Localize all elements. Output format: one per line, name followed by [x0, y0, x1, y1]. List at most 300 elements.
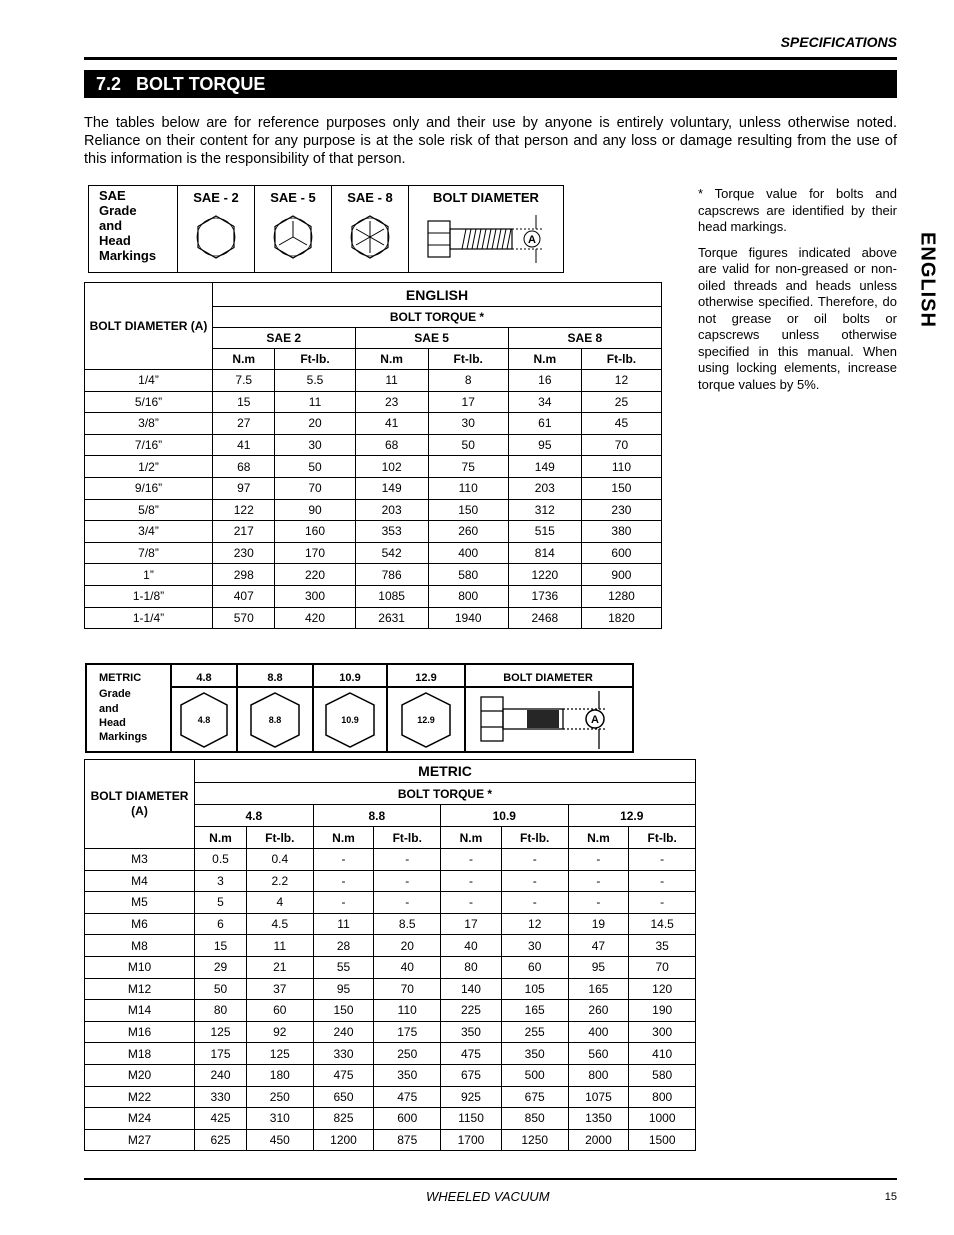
header-rule — [84, 57, 897, 60]
table-row — [85, 1043, 696, 1065]
torque-value-cell: 60 — [501, 956, 568, 978]
torque-value-cell: 260 — [428, 521, 508, 543]
torque-value-cell: 330 — [313, 1043, 374, 1065]
torque-value-cell: 50 — [195, 978, 247, 1000]
torque-value-cell: 190 — [629, 1000, 696, 1022]
metric-unit-header: N.m — [441, 827, 502, 849]
english-title: ENGLISH — [213, 283, 662, 307]
torque-value-cell: 55 — [313, 956, 374, 978]
torque-value-cell: 580 — [428, 564, 508, 586]
torque-value-cell: 16 — [508, 370, 581, 392]
note-torque-marking: * Torque value for bolts and capscrews are identified by their head markings. — [698, 186, 897, 234]
english-unit-header: Ft-lb. — [581, 349, 661, 370]
bolt-size-cell: M12 — [85, 978, 195, 1000]
torque-value-cell: 122 — [213, 499, 275, 521]
torque-value-cell: 0.5 — [195, 849, 247, 871]
bolt-size-cell: 1/2” — [85, 456, 213, 478]
torque-value-cell: 47 — [568, 935, 629, 957]
torque-value-cell: 1250 — [501, 1129, 568, 1151]
torque-value-cell: 240 — [195, 1064, 247, 1086]
table-row — [85, 434, 662, 456]
torque-value-cell: 217 — [213, 521, 275, 543]
torque-value-cell: 50 — [275, 456, 355, 478]
english-unit-header: Ft-lb. — [428, 349, 508, 370]
torque-value-cell: 95 — [508, 434, 581, 456]
torque-value-cell: 14.5 — [629, 913, 696, 935]
torque-value-cell: 95 — [313, 978, 374, 1000]
torque-value-cell: 570 — [213, 607, 275, 629]
torque-value-cell: 110 — [374, 1000, 441, 1022]
torque-value-cell: 17 — [428, 391, 508, 413]
table-row — [85, 391, 662, 413]
metric-grade-8-8: 8.8 — [267, 672, 283, 684]
diameter-a-label: A — [528, 234, 536, 246]
english-grade-header: SAE 8 — [508, 328, 661, 349]
metric-unit-header: Ft-lb. — [501, 827, 568, 849]
metric-unit-header: N.m — [195, 827, 247, 849]
torque-value-cell: 230 — [213, 542, 275, 564]
torque-value-cell: 1280 — [581, 585, 661, 607]
torque-value-cell: 180 — [246, 1064, 313, 1086]
bolt-size-cell: M16 — [85, 1021, 195, 1043]
table-row — [85, 477, 662, 499]
torque-value-cell: 675 — [501, 1086, 568, 1108]
torque-value-cell: - — [441, 849, 502, 871]
torque-value-cell: 150 — [581, 477, 661, 499]
bolt-size-cell: M8 — [85, 935, 195, 957]
torque-value-cell: 203 — [508, 477, 581, 499]
bolt-size-cell: 1/4” — [85, 370, 213, 392]
torque-value-cell: 175 — [374, 1021, 441, 1043]
torque-value-cell: 600 — [581, 542, 661, 564]
table-row — [85, 1129, 696, 1151]
table-row — [85, 935, 696, 957]
english-unit-header: N.m — [508, 349, 581, 370]
torque-value-cell: 8.5 — [374, 913, 441, 935]
torque-value-cell: 5.5 — [275, 370, 355, 392]
torque-value-cell: 475 — [374, 1086, 441, 1108]
table-row — [85, 564, 662, 586]
torque-value-cell: 230 — [581, 499, 661, 521]
torque-value-cell: 75 — [428, 456, 508, 478]
table-row — [85, 370, 662, 392]
torque-value-cell: 542 — [355, 542, 428, 564]
torque-value-cell: - — [568, 892, 629, 914]
torque-value-cell: 120 — [629, 978, 696, 1000]
table-row — [85, 1000, 696, 1022]
torque-value-cell: 800 — [629, 1086, 696, 1108]
footer-rule — [84, 1178, 897, 1180]
torque-value-cell: 220 — [275, 564, 355, 586]
metric-bolt-diameter-label: BOLT DIAMETER — [503, 672, 593, 684]
torque-value-cell: 1350 — [568, 1108, 629, 1130]
metric-grade-header: 10.9 — [441, 805, 568, 827]
torque-value-cell: 150 — [428, 499, 508, 521]
side-notes — [698, 186, 897, 402]
torque-value-cell: 40 — [374, 956, 441, 978]
torque-value-cell: 260 — [568, 1000, 629, 1022]
table-row — [85, 1108, 696, 1130]
head-mark-12-9: 12.9 — [417, 715, 435, 725]
english-unit-header: N.m — [355, 349, 428, 370]
torque-value-cell: 515 — [508, 521, 581, 543]
table-row — [85, 1064, 696, 1086]
metric-label-line1: METRIC — [99, 672, 142, 684]
torque-value-cell: 12 — [581, 370, 661, 392]
torque-value-cell: 50 — [428, 434, 508, 456]
torque-value-cell: 27 — [213, 413, 275, 435]
metric-unit-header: Ft-lb. — [374, 827, 441, 849]
torque-value-cell: 23 — [355, 391, 428, 413]
torque-value-cell: - — [501, 892, 568, 914]
torque-value-cell: 850 — [501, 1108, 568, 1130]
torque-value-cell: 298 — [213, 564, 275, 586]
torque-value-cell: 4 — [246, 892, 313, 914]
torque-value-cell: 165 — [568, 978, 629, 1000]
metric-bolt-torque-header: BOLT TORQUE * — [195, 783, 696, 805]
metric-label-line3: and — [99, 703, 119, 715]
head-mark-4-8: 4.8 — [197, 715, 211, 725]
header-section: SPECIFICATIONS — [780, 34, 897, 50]
torque-value-cell: 160 — [275, 521, 355, 543]
metric-diameter-a-label: A — [591, 714, 599, 726]
torque-value-cell: 225 — [441, 1000, 502, 1022]
torque-value-cell: 6 — [195, 913, 247, 935]
torque-value-cell: 80 — [441, 956, 502, 978]
table-row — [85, 892, 696, 914]
bolt-size-cell: 5/16” — [85, 391, 213, 413]
bolt-size-cell: M4 — [85, 870, 195, 892]
sae-bolt-diameter: BOLT DIAMETER A — [409, 186, 564, 273]
section-title: BOLT TORQUE — [136, 74, 266, 94]
metric-label-line2: Grade — [99, 688, 131, 700]
torque-value-cell: 110 — [581, 456, 661, 478]
torque-value-cell: 20 — [374, 935, 441, 957]
torque-value-cell: 17 — [441, 913, 502, 935]
torque-value-cell: 28 — [313, 935, 374, 957]
torque-value-cell: 95 — [568, 956, 629, 978]
hex-head-6-lines-icon — [346, 213, 394, 261]
torque-value-cell: 0.4 — [246, 849, 313, 871]
torque-value-cell: 1000 — [629, 1108, 696, 1130]
bolt-size-cell: 1-1/4” — [85, 607, 213, 629]
english-torque-table — [84, 282, 662, 629]
bolt-size-cell: 7/8” — [85, 542, 213, 564]
metric-unit-header: N.m — [568, 827, 629, 849]
torque-value-cell: - — [374, 870, 441, 892]
metric-grade-header: 8.8 — [313, 805, 440, 827]
bolt-size-cell: M20 — [85, 1064, 195, 1086]
table-row — [85, 956, 696, 978]
torque-value-cell: 675 — [441, 1064, 502, 1086]
intro-paragraph: The tables below are for reference purposes only and their use by anyone is entirely voluntary, unless otherwise noted. Reliance on their content for any purpose is at the sole risk of that person and any loss or damage resulting from the use of this information is the responsibility of that person. — [84, 115, 897, 167]
torque-value-cell: 350 — [501, 1043, 568, 1065]
torque-value-cell: 2000 — [568, 1129, 629, 1151]
torque-value-cell: 70 — [374, 978, 441, 1000]
torque-value-cell: 800 — [428, 585, 508, 607]
table-row — [85, 413, 662, 435]
torque-value-cell: 1150 — [441, 1108, 502, 1130]
torque-value-cell: - — [501, 870, 568, 892]
metric-unit-header: Ft-lb. — [629, 827, 696, 849]
torque-value-cell: 70 — [275, 477, 355, 499]
torque-value-cell: 255 — [501, 1021, 568, 1043]
bolt-size-cell: M6 — [85, 913, 195, 935]
metric-markings-image — [85, 663, 634, 753]
bolt-size-cell: 1” — [85, 564, 213, 586]
torque-value-cell: 20 — [275, 413, 355, 435]
torque-value-cell: 1940 — [428, 607, 508, 629]
torque-value-cell: - — [374, 892, 441, 914]
torque-value-cell: 312 — [508, 499, 581, 521]
bolt-size-cell: 3/4” — [85, 521, 213, 543]
torque-value-cell: 34 — [508, 391, 581, 413]
torque-value-cell: 380 — [581, 521, 661, 543]
torque-value-cell: 7.5 — [213, 370, 275, 392]
bolt-size-cell: 7/16” — [85, 434, 213, 456]
torque-value-cell: 30 — [428, 413, 508, 435]
metric-unit-header: N.m — [313, 827, 374, 849]
torque-value-cell: 12 — [501, 913, 568, 935]
table-row — [85, 585, 662, 607]
torque-value-cell: 92 — [246, 1021, 313, 1043]
torque-value-cell: 165 — [501, 1000, 568, 1022]
sae8-marking: SAE - 8 — [332, 186, 409, 273]
torque-value-cell: 175 — [195, 1043, 247, 1065]
torque-value-cell: 900 — [581, 564, 661, 586]
torque-value-cell: 35 — [629, 935, 696, 957]
bolt-size-cell: M24 — [85, 1108, 195, 1130]
table-row — [85, 456, 662, 478]
bolt-size-cell: 3/8” — [85, 413, 213, 435]
metric-grade-header: 4.8 — [195, 805, 314, 827]
torque-value-cell: 420 — [275, 607, 355, 629]
bolt-size-cell: M22 — [85, 1086, 195, 1108]
bolt-size-cell: M5 — [85, 892, 195, 914]
table-row — [85, 607, 662, 629]
metric-title: METRIC — [195, 760, 696, 783]
metric-torque-table — [84, 759, 696, 1151]
torque-value-cell: 149 — [508, 456, 581, 478]
torque-value-cell: 41 — [355, 413, 428, 435]
sae-markings-table — [88, 185, 564, 273]
bolt-torque-header: BOLT TORQUE * — [213, 307, 662, 328]
torque-value-cell: 5 — [195, 892, 247, 914]
torque-value-cell: 625 — [195, 1129, 247, 1151]
torque-value-cell: 560 — [568, 1043, 629, 1065]
torque-value-cell: 1700 — [441, 1129, 502, 1151]
torque-value-cell: 2.2 — [246, 870, 313, 892]
torque-value-cell: 1200 — [313, 1129, 374, 1151]
torque-value-cell: 425 — [195, 1108, 247, 1130]
torque-value-cell: 60 — [246, 1000, 313, 1022]
metric-label-line4: Head — [99, 717, 126, 729]
torque-value-cell: 68 — [213, 456, 275, 478]
torque-value-cell: 2468 — [508, 607, 581, 629]
torque-value-cell: 125 — [195, 1021, 247, 1043]
torque-value-cell: 400 — [568, 1021, 629, 1043]
torque-value-cell: - — [568, 849, 629, 871]
torque-value-cell: - — [374, 849, 441, 871]
torque-value-cell: 11 — [313, 913, 374, 935]
torque-value-cell: 786 — [355, 564, 428, 586]
torque-value-cell: 45 — [581, 413, 661, 435]
torque-value-cell: - — [629, 870, 696, 892]
bolt-diameter-header: BOLT DIAMETER (A) — [85, 283, 213, 370]
english-grade-header: SAE 2 — [213, 328, 356, 349]
torque-value-cell: 353 — [355, 521, 428, 543]
torque-value-cell: 37 — [246, 978, 313, 1000]
bolt-size-cell: 1-1/8” — [85, 585, 213, 607]
torque-value-cell: 11 — [355, 370, 428, 392]
table-row — [85, 870, 696, 892]
torque-value-cell: - — [313, 870, 374, 892]
torque-value-cell: 105 — [501, 978, 568, 1000]
hex-head-plain-icon — [192, 213, 240, 261]
torque-value-cell: - — [441, 870, 502, 892]
torque-value-cell: 1820 — [581, 607, 661, 629]
torque-value-cell: 475 — [441, 1043, 502, 1065]
metric-unit-header: Ft-lb. — [246, 827, 313, 849]
torque-value-cell: 407 — [213, 585, 275, 607]
torque-value-cell: 925 — [441, 1086, 502, 1108]
torque-value-cell: 8 — [428, 370, 508, 392]
torque-value-cell: - — [313, 892, 374, 914]
torque-value-cell: 1500 — [629, 1129, 696, 1151]
metric-grade-10-9: 10.9 — [339, 672, 361, 684]
torque-value-cell: 475 — [313, 1064, 374, 1086]
torque-value-cell: 97 — [213, 477, 275, 499]
torque-value-cell: 400 — [428, 542, 508, 564]
torque-value-cell: 19 — [568, 913, 629, 935]
torque-value-cell: 350 — [441, 1021, 502, 1043]
torque-value-cell: 68 — [355, 434, 428, 456]
torque-value-cell: 4.5 — [246, 913, 313, 935]
bolt-size-cell: M18 — [85, 1043, 195, 1065]
torque-value-cell: 40 — [441, 935, 502, 957]
side-tab: ENGLISH — [916, 232, 939, 328]
metric-grade-12-9: 12.9 — [415, 672, 437, 684]
table-row — [85, 1021, 696, 1043]
torque-value-cell: 25 — [581, 391, 661, 413]
english-unit-header: Ft-lb. — [275, 349, 355, 370]
torque-value-cell: 11 — [275, 391, 355, 413]
bolt-side-view-icon — [416, 213, 556, 265]
torque-value-cell: 875 — [374, 1129, 441, 1151]
hex-head-3-lines-icon — [269, 213, 317, 261]
torque-value-cell: 170 — [275, 542, 355, 564]
head-mark-8-8: 8.8 — [268, 715, 282, 725]
page-number: 15 — [884, 1191, 897, 1203]
sae5-marking: SAE - 5 — [255, 186, 332, 273]
torque-value-cell: 61 — [508, 413, 581, 435]
torque-value-cell: - — [629, 849, 696, 871]
bolt-size-cell: 9/16” — [85, 477, 213, 499]
metric-label-line5: Markings — [99, 731, 148, 743]
english-unit-header: N.m — [213, 349, 275, 370]
bolt-size-cell: M3 — [85, 849, 195, 871]
sae-markings-label: SAE Grade and Head Markings — [89, 186, 178, 273]
torque-value-cell: 600 — [374, 1108, 441, 1130]
table-row — [85, 1086, 696, 1108]
torque-value-cell: 450 — [246, 1129, 313, 1151]
english-grade-header: SAE 5 — [355, 328, 508, 349]
torque-value-cell: 21 — [246, 956, 313, 978]
torque-value-cell: 250 — [246, 1086, 313, 1108]
metric-bolt-diameter-header: BOLT DIAMETER (A) — [85, 760, 195, 849]
torque-value-cell: 150 — [313, 1000, 374, 1022]
sae2-marking: SAE - 2 — [178, 186, 255, 273]
section-number: 7.2 — [96, 74, 122, 94]
torque-value-cell: 500 — [501, 1064, 568, 1086]
table-row — [85, 978, 696, 1000]
note-greasing: Torque figures indicated above are valid for non-greased or non-oiled threads and heads unless otherwise specified. Therefore, do not grease or oil bolts or capscrews unless otherwise specified in this manual. When using locking elements, increase torque values by 5%. — [698, 244, 897, 392]
torque-value-cell: - — [629, 892, 696, 914]
torque-value-cell: 41 — [213, 434, 275, 456]
metric-grade-4-8: 4.8 — [196, 672, 212, 684]
torque-value-cell: 800 — [568, 1064, 629, 1086]
torque-value-cell: 30 — [275, 434, 355, 456]
bolt-size-cell: M27 — [85, 1129, 195, 1151]
torque-value-cell: 1085 — [355, 585, 428, 607]
table-row — [85, 913, 696, 935]
torque-value-cell: 250 — [374, 1043, 441, 1065]
torque-value-cell: 1220 — [508, 564, 581, 586]
torque-value-cell: 90 — [275, 499, 355, 521]
footer-title: WHEELED VACUUM — [426, 1189, 550, 1204]
torque-value-cell: 3 — [195, 870, 247, 892]
metric-grade-header: 12.9 — [568, 805, 696, 827]
torque-value-cell: 15 — [213, 391, 275, 413]
torque-value-cell: - — [313, 849, 374, 871]
torque-value-cell: 140 — [441, 978, 502, 1000]
bolt-size-cell: M10 — [85, 956, 195, 978]
torque-value-cell: 350 — [374, 1064, 441, 1086]
torque-value-cell: 29 — [195, 956, 247, 978]
bolt-size-cell: 5/8” — [85, 499, 213, 521]
torque-value-cell: 300 — [275, 585, 355, 607]
torque-value-cell: 300 — [629, 1021, 696, 1043]
torque-value-cell: 80 — [195, 1000, 247, 1022]
table-row — [85, 521, 662, 543]
table-row — [85, 542, 662, 564]
table-row — [85, 849, 696, 871]
torque-value-cell: 70 — [581, 434, 661, 456]
torque-value-cell: 330 — [195, 1086, 247, 1108]
torque-value-cell: 1736 — [508, 585, 581, 607]
torque-value-cell: 110 — [428, 477, 508, 499]
torque-value-cell: 15 — [195, 935, 247, 957]
torque-value-cell: 580 — [629, 1064, 696, 1086]
torque-value-cell: 30 — [501, 935, 568, 957]
torque-value-cell: 825 — [313, 1108, 374, 1130]
torque-value-cell: 814 — [508, 542, 581, 564]
torque-value-cell: - — [501, 849, 568, 871]
torque-value-cell: 410 — [629, 1043, 696, 1065]
torque-value-cell: 650 — [313, 1086, 374, 1108]
torque-value-cell: 310 — [246, 1108, 313, 1130]
torque-value-cell: 102 — [355, 456, 428, 478]
torque-value-cell: 203 — [355, 499, 428, 521]
torque-value-cell: 11 — [246, 935, 313, 957]
head-mark-10-9: 10.9 — [341, 715, 359, 725]
torque-value-cell: 149 — [355, 477, 428, 499]
torque-value-cell: 125 — [246, 1043, 313, 1065]
torque-value-cell: 1075 — [568, 1086, 629, 1108]
torque-value-cell: 70 — [629, 956, 696, 978]
torque-value-cell: 240 — [313, 1021, 374, 1043]
metric-markings-figure — [87, 665, 632, 751]
